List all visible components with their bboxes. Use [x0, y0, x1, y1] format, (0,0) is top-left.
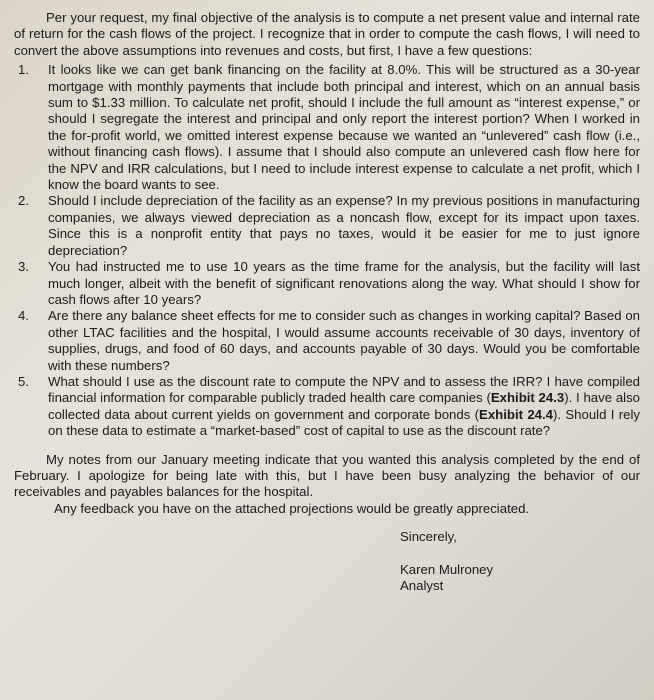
list-item	[14, 374, 640, 440]
memo-document	[14, 10, 640, 594]
closing-salutation: Sincerely,	[400, 529, 457, 545]
item-number: 5.	[18, 373, 29, 389]
signature-name: Karen Mulroney	[400, 561, 494, 577]
item-text-part: ). I have also collected data about current yields on government and corporate bonds (	[48, 390, 641, 422]
list-item	[14, 193, 640, 259]
item-number: 1.	[18, 62, 29, 78]
item-text: You had instructed me to use 10 years as the time frame for the analysis, but the facility will last much longer, albeit with the benefit of significant renovations along the way. What should I show for cash flows after 10 years?	[48, 259, 640, 307]
outro-paragraph: My notes from our January meeting indicate that you wanted this analysis completed by the end of February. I apologize for being late with this, but I have been busy analyzing the behavior of our receivables and payables balances for the hospital.	[14, 451, 640, 500]
item-text-part: What should I use as the discount rate to compute the NPV and to assess the IRR? I have compiled financial information for comparable publicly traded health care companies (	[48, 373, 640, 406]
list-item	[14, 62, 640, 193]
exhibit-reference: Exhibit 24.3	[490, 390, 565, 406]
item-number: 3.	[18, 259, 29, 275]
item-text: Should I include depreciation of the facility as an expense? In my previous positions in manufacturing companies, we always viewed depreciation as a noncash flow, except for its impact upon taxes. Since this is a nonprofit entity that pays no taxes, would it be easier for me to just ignore depreciation?	[48, 193, 640, 258]
item-text: It looks like we can get bank financing on the facility at 8.0%. This will be structured as a 30-year mortgage with monthly payments that include both principal and interest, which on an annual basis sum to $1.33 million. To calculate net profit, should I include the full amount as “interest expense,” or should I segregate the interest and principal and only report the interest portion? When I worked in the for-profit world, we omitted interest expense because we wanted an “unlevered” cash flow (i.e., without financing cash flows). I assume that I should also compute an unlevered cash flow here for the NPV and IRR calculations, but I need to include interest expense to calculate a net profit, which I know the board wants to see.	[48, 62, 640, 193]
intro-paragraph: Per your request, my final objective of the analysis is to compute a net present value and internal rate of return for the cash flows of the project. I recognize that in order to compute the cash flows, I will need to convert the above assumptions into revenues and costs, but first, I have a few questions:	[14, 10, 640, 58]
exhibit-reference: Exhibit 24.4	[479, 406, 553, 422]
questions-list	[14, 62, 640, 439]
signature-title: Analyst	[400, 578, 444, 593]
item-text-part: ). Should I rely on these data to estimate a “market-based” cost of capital to use as the discount rate?	[48, 406, 640, 439]
item-number: 4.	[18, 308, 29, 324]
list-item	[14, 259, 640, 308]
item-text: Are there any balance sheet effects for me to consider such as changes in working capital? Based on other LTAC facilities and the hospital, I would assume accounts receivable of 30 days, inventory of supplies, drugs, and food of 60 days, and accounts payable of 30 days. Would you be comfortable with these numbers?	[48, 308, 640, 373]
list-item	[14, 308, 640, 374]
feedback-paragraph: Any feedback you have on the attached projections would be greatly appreciated.	[54, 500, 530, 516]
item-number: 2.	[18, 193, 29, 209]
